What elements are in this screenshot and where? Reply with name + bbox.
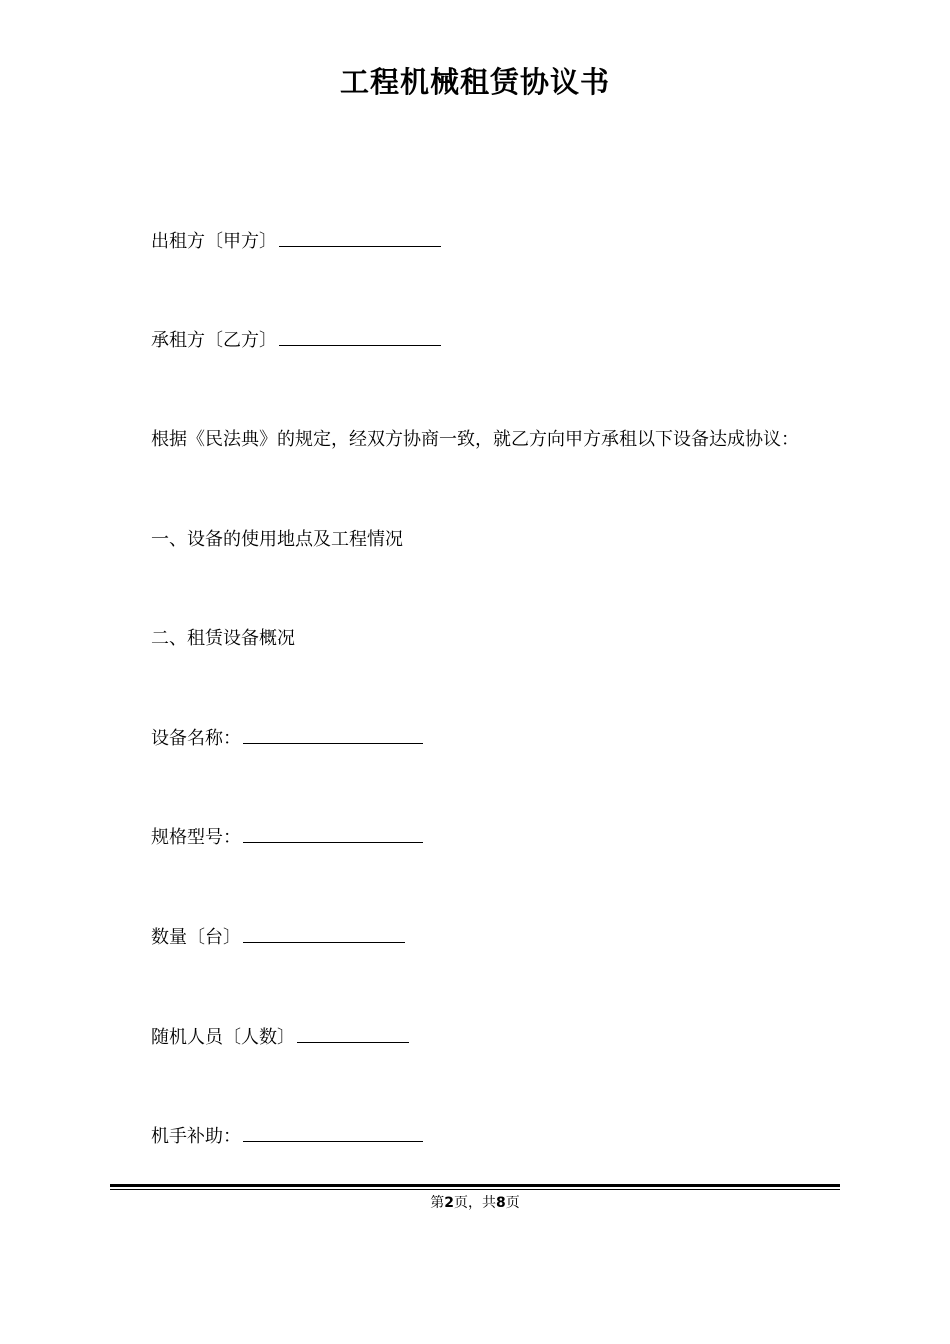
equipment-name-blank — [243, 742, 423, 744]
footer-prefix: 第 — [430, 1195, 445, 1211]
model-blank — [243, 841, 423, 843]
lessee-label: 承租方〔乙方〕 — [151, 330, 277, 351]
subsidy-label: 机手补助： — [151, 1126, 241, 1147]
lessor-line — [151, 230, 441, 254]
section-heading-2 — [151, 627, 295, 651]
staff-blank — [297, 1041, 409, 1043]
total-page-number: 8 — [496, 1195, 506, 1211]
footer-suffix: 页 — [505, 1195, 520, 1211]
equipment-name-line — [151, 727, 423, 751]
equipment-name-label: 设备名称： — [151, 728, 241, 749]
lessee-blank — [279, 344, 441, 346]
lessor-label: 出租方〔甲方〕 — [151, 231, 277, 252]
model-label: 规格型号： — [151, 827, 241, 848]
lessee-line — [151, 329, 441, 353]
section-2-text: 二、租赁设备概况 — [151, 628, 295, 649]
current-page-number: 2 — [444, 1195, 454, 1211]
page-footer — [0, 1193, 950, 1213]
footer-middle: 页，共 — [454, 1195, 496, 1211]
staff-line — [151, 1026, 409, 1050]
model-line — [151, 826, 423, 850]
subsidy-line — [151, 1125, 423, 1149]
quantity-label: 数量〔台〕 — [151, 927, 241, 948]
section-1-text: 一、设备的使用地点及工程情况 — [151, 529, 403, 550]
quantity-line — [151, 926, 405, 950]
preamble-line — [151, 428, 799, 452]
subsidy-blank — [243, 1140, 423, 1142]
section-heading-1 — [151, 528, 403, 552]
lessor-blank — [279, 245, 441, 247]
footer-rule-thin — [110, 1189, 840, 1190]
document-title: 工程机械租赁协议书 — [339, 65, 610, 99]
quantity-blank — [243, 941, 405, 943]
preamble-text: 根据《民法典》的规定，经双方协商一致，就乙方向甲方承租以下设备达成协议： — [151, 429, 799, 450]
footer-rule-thick — [110, 1184, 840, 1187]
staff-label: 随机人员〔人数〕 — [151, 1027, 295, 1048]
